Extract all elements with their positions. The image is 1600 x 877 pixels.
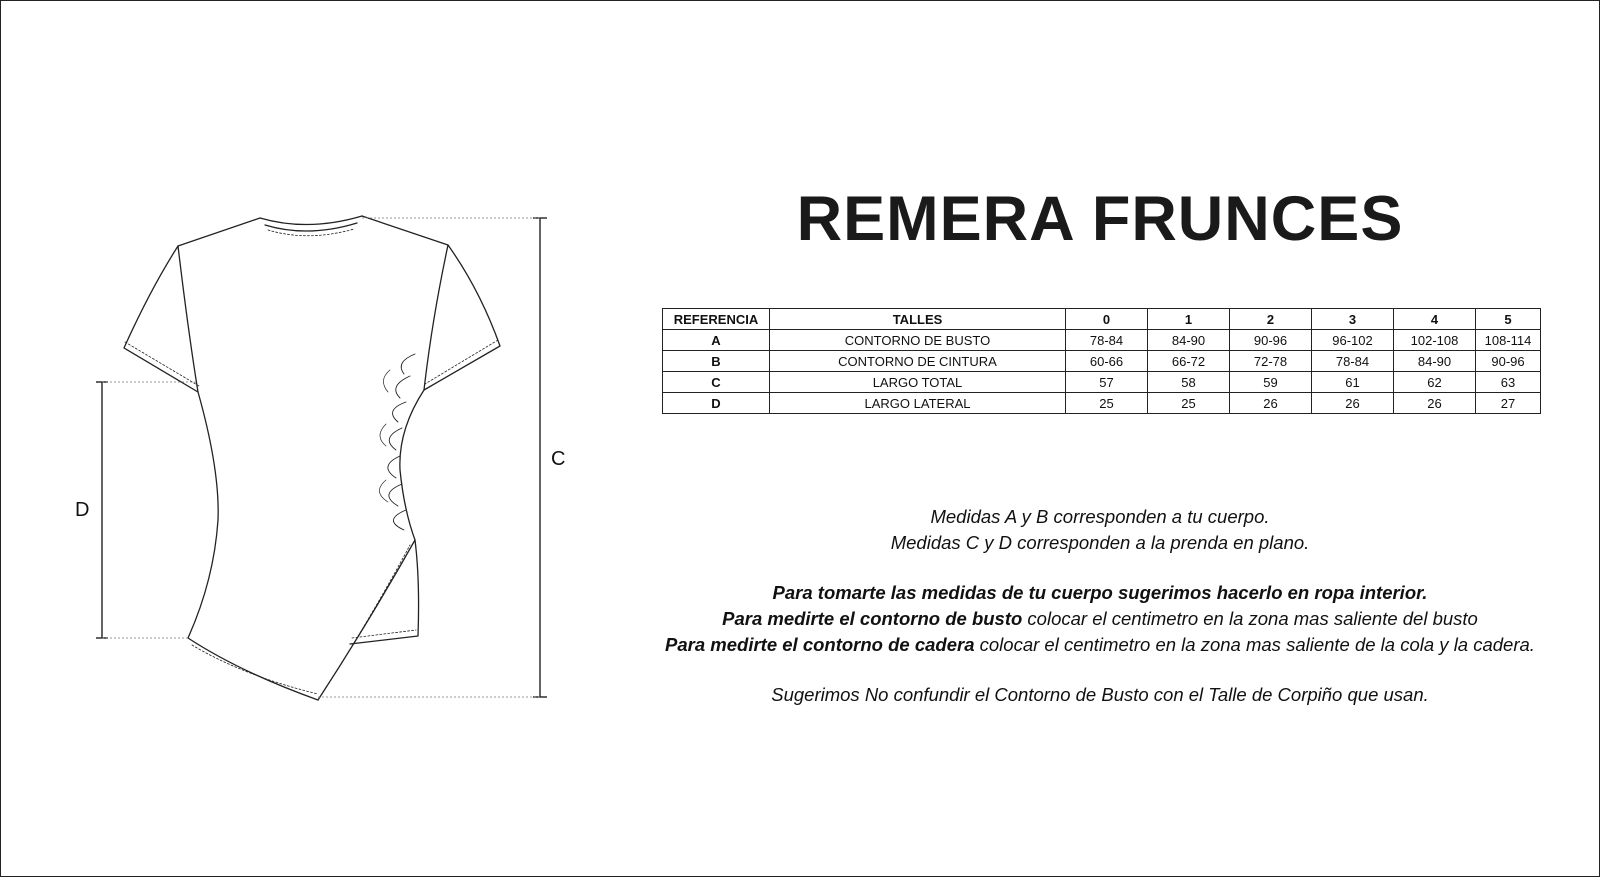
header-cell: 2 <box>1230 309 1312 330</box>
page-title: REMERA FRUNCES <box>796 184 1404 254</box>
table-cell: 61 <box>1312 372 1394 393</box>
table-cell: 27 <box>1476 393 1541 414</box>
table-cell: 78-84 <box>1066 330 1148 351</box>
note-bold-text: Para tomarte las medidas de tu cuerpo sugerimos hacerlo en ropa interior. <box>772 582 1428 603</box>
note-text: colocar el centimetro en la zona mas saliente del busto <box>1022 608 1478 629</box>
header-cell: 4 <box>1394 309 1476 330</box>
table-cell: 84-90 <box>1148 330 1230 351</box>
header-cell: 3 <box>1312 309 1394 330</box>
size-table <box>662 308 1541 414</box>
size-table-header-row <box>663 309 1541 330</box>
table-row <box>663 351 1541 372</box>
table-cell: 96-102 <box>1312 330 1394 351</box>
table-cell: 57 <box>1066 372 1148 393</box>
header-cell: 5 <box>1476 309 1541 330</box>
table-row <box>663 330 1541 351</box>
table-cell: 62 <box>1394 372 1476 393</box>
note-line: Sugerimos No confundir el Contorno de Busto con el Talle de Corpiño que usan. <box>771 684 1429 705</box>
row-reference: B <box>663 351 770 372</box>
note-line-bold <box>660 580 1540 606</box>
table-cell: 90-96 <box>1476 351 1541 372</box>
header-cell: REFERENCIA <box>663 309 770 330</box>
note-bold-text: Para medirte el contorno de busto <box>722 608 1023 629</box>
table-cell: 25 <box>1148 393 1230 414</box>
table-cell: 72-78 <box>1230 351 1312 372</box>
table-cell: 26 <box>1230 393 1312 414</box>
dimension-label-d: D <box>75 499 90 521</box>
row-measure-name: LARGO TOTAL <box>770 372 1066 393</box>
table-cell: 102-108 <box>1394 330 1476 351</box>
t-shirt-flat-sketch-icon <box>0 0 620 877</box>
note-line <box>660 606 1540 632</box>
note-line: Medidas A y B corresponden a tu cuerpo. <box>930 506 1270 527</box>
table-cell: 78-84 <box>1312 351 1394 372</box>
table-cell: 26 <box>1394 393 1476 414</box>
note-text: colocar el centimetro en la zona mas saliente de la cola y la cadera. <box>974 634 1535 655</box>
note-bold-text: Para medirte el contorno de cadera <box>665 634 975 655</box>
measurement-notes <box>660 504 1540 708</box>
table-cell: 25 <box>1066 393 1148 414</box>
table-row <box>663 372 1541 393</box>
table-cell: 84-90 <box>1394 351 1476 372</box>
dimension-label-c: C <box>551 448 566 470</box>
row-reference: C <box>663 372 770 393</box>
table-cell: 63 <box>1476 372 1541 393</box>
row-reference: D <box>663 393 770 414</box>
table-cell: 26 <box>1312 393 1394 414</box>
table-cell: 59 <box>1230 372 1312 393</box>
row-reference: A <box>663 330 770 351</box>
table-cell: 66-72 <box>1148 351 1230 372</box>
row-measure-name: LARGO LATERAL <box>770 393 1066 414</box>
note-line <box>660 632 1540 658</box>
header-cell: 1 <box>1148 309 1230 330</box>
note-line: Medidas C y D corresponden a la prenda en plano. <box>890 532 1310 553</box>
table-cell: 108-114 <box>1476 330 1541 351</box>
row-measure-name: CONTORNO DE CINTURA <box>770 351 1066 372</box>
table-cell: 58 <box>1148 372 1230 393</box>
header-cell: TALLES <box>770 309 1066 330</box>
row-measure-name: CONTORNO DE BUSTO <box>770 330 1066 351</box>
header-cell: 0 <box>1066 309 1148 330</box>
table-row <box>663 393 1541 414</box>
table-cell: 90-96 <box>1230 330 1312 351</box>
table-cell: 60-66 <box>1066 351 1148 372</box>
